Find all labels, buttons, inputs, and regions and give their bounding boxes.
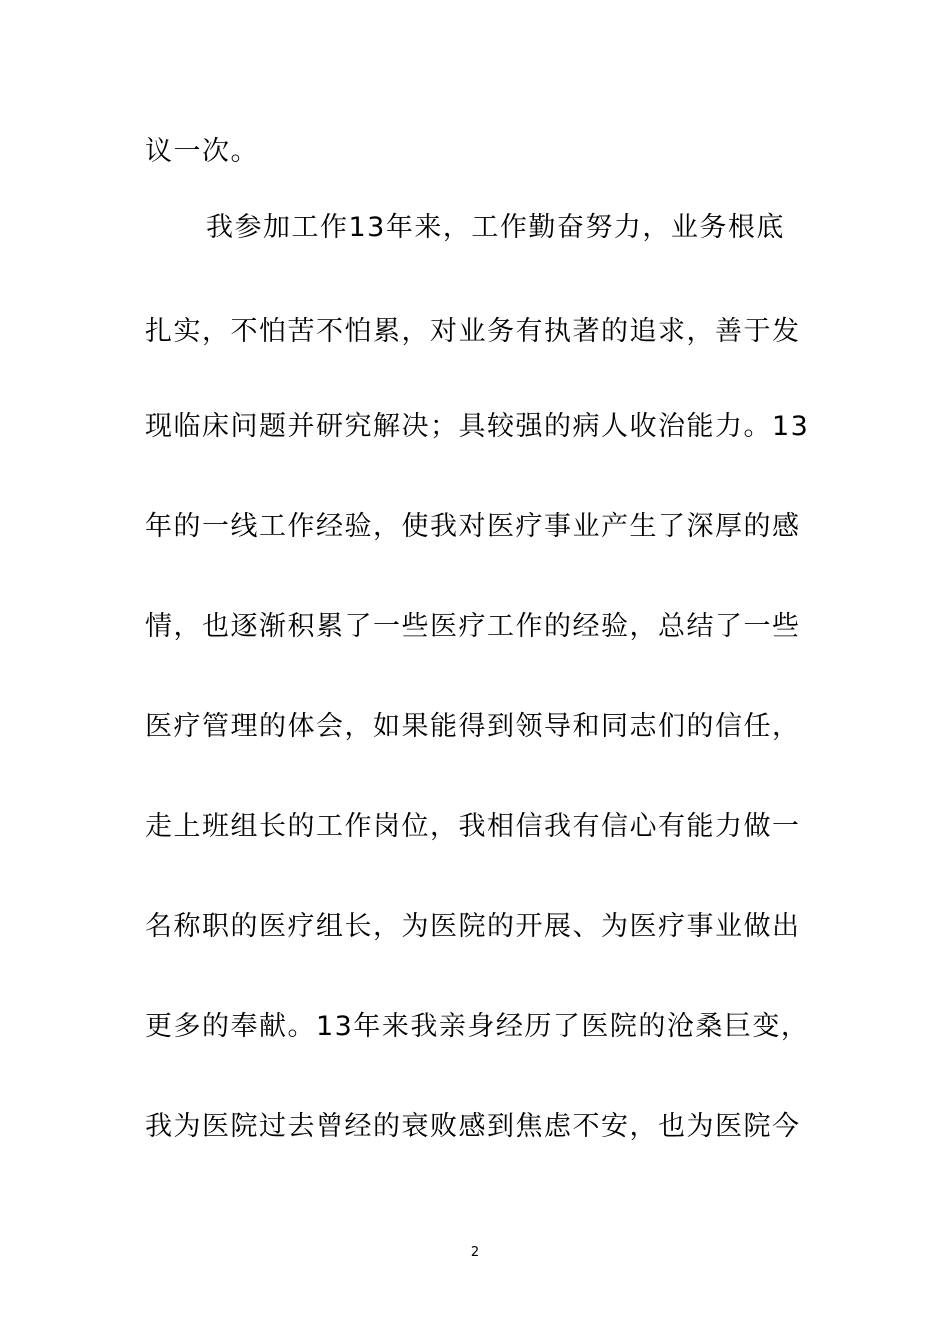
- text-line-5: 年的一线工作经验，使我对医疗事业产生了深厚的感: [145, 511, 801, 542]
- text-line-4: 现临床问题并研究解决；具较强的病人收治能力。13: [145, 411, 810, 442]
- text-line-6: 情，也逐渐积累了一些医疗工作的经验，总结了一些: [145, 611, 801, 642]
- text-line-9: 名称职的医疗组长，为医院的开展、为医疗事业做出: [145, 911, 801, 942]
- text-line-3: 扎实，不怕苦不怕累，对业务有执著的追求，善于发: [145, 316, 801, 347]
- text-line-8: 走上班组长的工作岗位，我相信我有信心有能力做一: [145, 811, 801, 842]
- text-line-10: 更多的奉献。13年来我亲身经历了医院的沧桑巨变，: [145, 1011, 810, 1042]
- text-line-11: 我为医院过去曾经的衰败感到焦虑不安，也为医院今: [145, 1111, 801, 1142]
- text-line-1: 议一次。: [145, 136, 259, 167]
- page-number: 2: [470, 1245, 480, 1260]
- text-line-7: 医疗管理的体会，如果能得到领导和同志们的信任，: [145, 711, 801, 742]
- text-line-2: 我参加工作13年来，工作勤奋努力，业务根底: [206, 212, 785, 243]
